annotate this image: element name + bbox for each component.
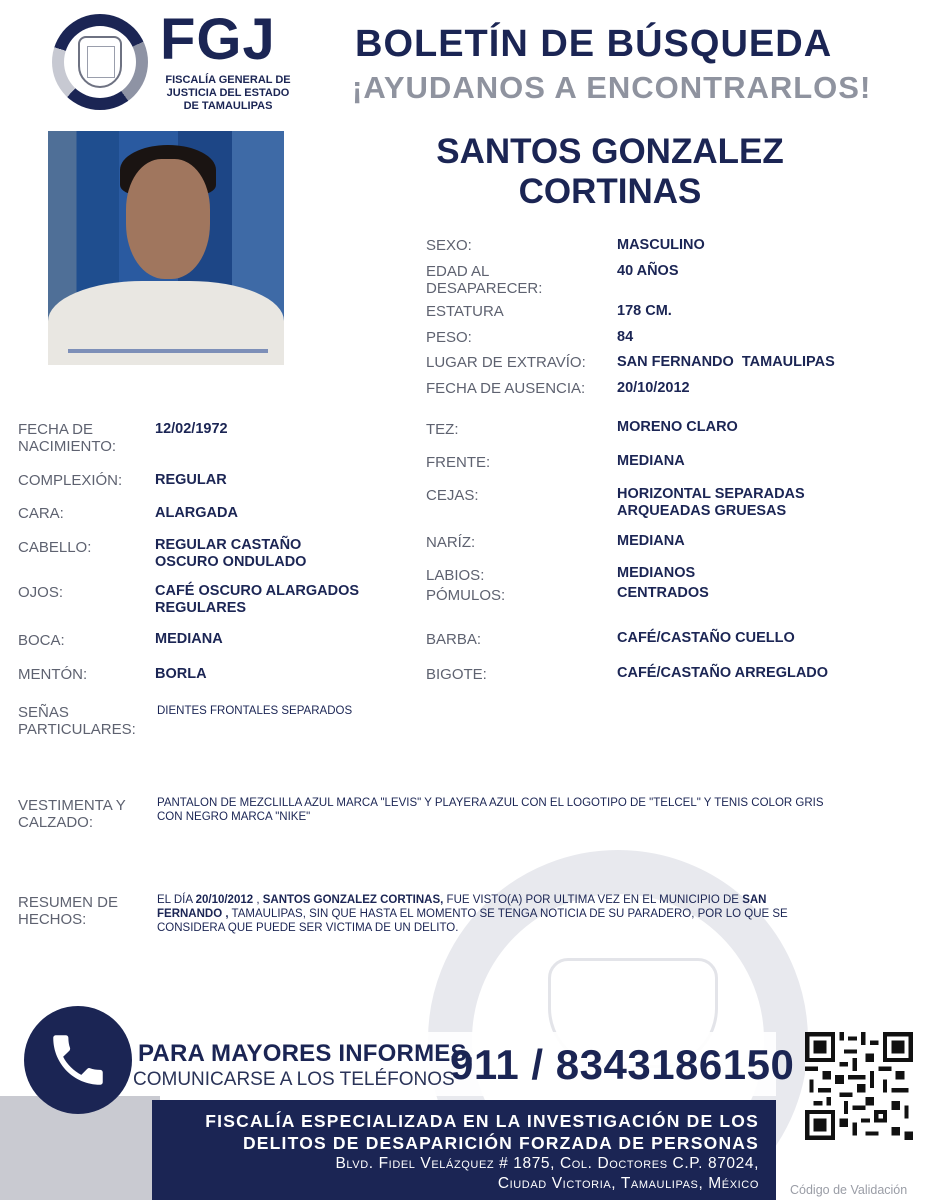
fiscalia-name-line2: DELITOS DE DESAPARICIÓN FORZADA DE PERSONAS (242, 1133, 759, 1153)
label-barba: BARBA: (426, 631, 482, 648)
value-cara: ALARGADA (155, 505, 238, 521)
value-pomulos: CENTRADOS (617, 585, 709, 601)
value-cabello: REGULAR CASTAÑO (155, 537, 302, 553)
value-lugar: SAN FERNANDO TAMAULIPAS (617, 354, 835, 370)
fiscalia-name-line1: FISCALÍA ESPECIALIZADA EN LA INVESTIGACIÓN DE LOS (205, 1111, 759, 1131)
value-complexion: REGULAR (155, 472, 227, 488)
label-sexo: SEXO: (426, 237, 472, 254)
value-cejas: HORIZONTAL SEPARADAS (617, 486, 805, 502)
label-senas-2: PARTICULARES: (18, 721, 136, 738)
missing-person-photo (48, 131, 284, 365)
qr-caption: Código de Validación (790, 1183, 908, 1197)
label-cejas: CEJAS: (426, 487, 479, 504)
label-lugar: LUGAR DE EXTRAVÍO: (426, 354, 586, 371)
label-frente: FRENTE: (426, 454, 491, 471)
value-fecha-ausencia: 20/10/2012 (617, 380, 690, 396)
value-frente: MEDIANA (617, 453, 685, 469)
fiscalia-address-line1: Blvd. Fidel Velázquez # 1875, Col. Doctores C.P. 87024, (335, 1155, 759, 1172)
bulletin-title: BOLETÍN DE BÚSQUEDA (355, 23, 833, 65)
label-pomulos: PÓMULOS: (426, 587, 506, 604)
value-peso: 84 (617, 329, 634, 345)
label-estatura: ESTATURA (426, 303, 504, 320)
label-senas: SEÑAS (18, 704, 69, 721)
fgj-logo-seal (64, 26, 136, 98)
phone-icon (24, 1006, 132, 1114)
label-edad: EDAD AL (426, 263, 490, 280)
label-resumen-2: HECHOS: (18, 911, 87, 928)
label-vestimenta: VESTIMENTA Y (18, 797, 126, 814)
label-nacimiento-2: NACIMIENTO: (18, 438, 117, 455)
label-resumen: RESUMEN DE (18, 894, 119, 911)
person-name: SANTOS GONZALEZ CORTINAS (436, 132, 784, 211)
value-tez: MORENO CLARO (617, 419, 738, 435)
label-tez: TEZ: (426, 421, 459, 438)
value-ojos-2: REGULARES (155, 600, 247, 616)
label-complexion: COMPLEXIÓN: (18, 472, 123, 489)
value-menton: BORLA (155, 666, 207, 682)
value-boca: MEDIANA (155, 631, 223, 647)
logo-subtitle: FISCALÍA GENERAL DE JUSTICIA DEL ESTADO DE TAMAULIPAS (165, 74, 291, 112)
bulletin-subtitle: ¡AYUDANOS A ENCONTRARLOS! (352, 70, 872, 105)
label-edad-2: DESAPARECER: (426, 280, 543, 297)
value-bigote: CAFÉ/CASTAÑO ARREGLADO (617, 665, 829, 681)
value-barba: CAFÉ/CASTAÑO CUELLO (617, 630, 795, 646)
value-estatura: 178 CM. (617, 303, 672, 319)
value-sexo: MASCULINO (617, 237, 705, 253)
label-cara: CARA: (18, 505, 64, 522)
value-edad: 40 AÑOS (617, 263, 679, 279)
label-nariz: NARÍZ: (426, 534, 476, 551)
fiscalia-address-line2: Ciudad Victoria, Tamaulipas, México (497, 1175, 759, 1192)
value-nariz: MEDIANA (617, 533, 685, 549)
value-ojos: CAFÉ OSCURO ALARGADOS (155, 583, 360, 599)
label-boca: BOCA: (18, 632, 65, 649)
label-fecha-ausencia: FECHA DE AUSENCIA: (426, 380, 586, 397)
value-senas: DIENTES FRONTALES SEPARADOS (157, 705, 353, 717)
logo-abbr: FGJ (160, 7, 276, 72)
value-cejas-2: ARQUEADAS GRUESAS (617, 503, 787, 519)
qr-code-icon (805, 1032, 913, 1140)
footer-phone-numbers: 911 / 8343186150 (450, 1041, 795, 1088)
footer-informes: PARA MAYORES INFORMES, (138, 1040, 474, 1067)
label-labios: LABIOS: (426, 567, 485, 584)
label-cabello: CABELLO: (18, 539, 92, 556)
footer-comunicarse: COMUNICARSE A LOS TELÉFONOS (133, 1069, 455, 1090)
shield-icon (78, 36, 122, 88)
value-nacimiento: 12/02/1972 (155, 421, 228, 437)
label-bigote: BIGOTE: (426, 666, 487, 683)
value-labios: MEDIANOS (617, 565, 696, 581)
value-resumen: EL DÍA 20/10/2012 , SANTOS GONZALEZ CORTINAS, FUE VISTO(A) POR ULTIMA VEZ EN EL MUNICIPIO DE SAN FERNANDO , TAMAULIPAS, SIN QUE HASTA EL MOMENTO SE TENGA NOTICIA DE SU PARADERO, POR LO QUE SE CONSIDERA QUE PUEDE SER VICTIMA DE UN DELITO. (157, 894, 788, 934)
value-vestimenta: PANTALON DE MEZCLILLA AZUL MARCA "LEVIS" Y PLAYERA AZUL CON EL LOGOTIPO DE "TELCEL" Y TENIS COLOR GRIS CON NEGRO MARCA "NIKE" (157, 797, 824, 823)
label-ojos: OJOS: (18, 584, 64, 601)
label-nacimiento: FECHA DE (18, 421, 94, 438)
label-vestimenta-2: CALZADO: (18, 814, 94, 831)
value-cabello-2: OSCURO ONDULADO (155, 554, 307, 570)
label-peso: PESO: (426, 329, 472, 346)
label-menton: MENTÓN: (18, 666, 88, 683)
